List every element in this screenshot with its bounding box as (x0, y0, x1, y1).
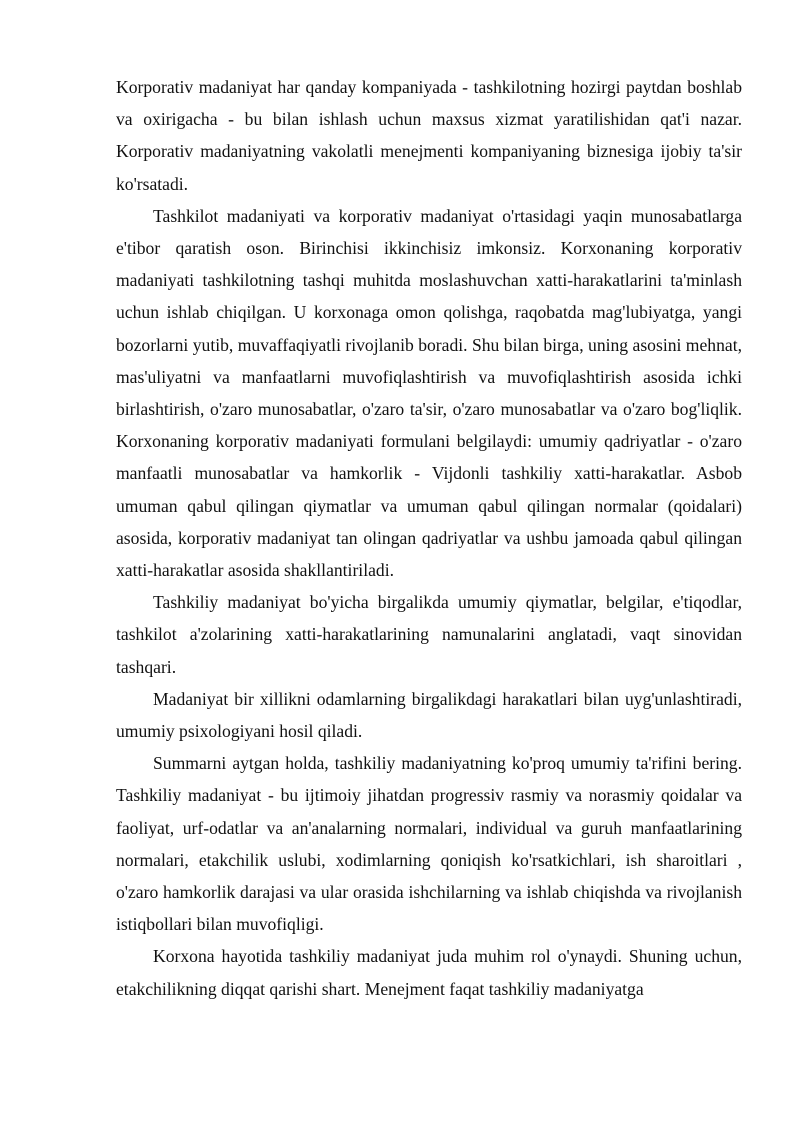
document-page (116, 71, 742, 1005)
paragraph: Tashkilot madaniyati va korporativ madaniyat o'rtasidagi yaqin munosabatlarga e'tibor qaratish oson. Birinchisi ikkinchisiz imkonsiz. Korxonaning korporativ madaniyati tashkilotning tashqi muhitda moslashuvchan xatti-harakatlarini ta'minlash uchun ishlab chiqilgan. U korxonaga omon qolishga, raqobatda mag'lubiyatga, yangi bozorlarni yutib, muvaffaqiyatli rivojlanib boradi. Shu bilan birga, uning asosini mehnat, mas'uliyatni va manfaatlarni muvofiqlashtirish va muvofiqlashtirish asosida ichki birlashtirish, o'zaro munosabatlar, o'zaro ta'sir, o'zaro munosabatlar va o'zaro bog'liqlik. Korxonaning korporativ madaniyati formulani belgilaydi: umumiy qadriyatlar - o'zaro manfaatli munosabatlar va hamkorlik - Vijdonli tashkiliy xatti-harakatlar. Asbob umuman qabul qilingan qiymatlar va umuman qabul qilingan normalar (qoidalari) asosida, korporativ madaniyat tan olingan qadriyatlar va ushbu jamoada qabul qilingan xatti-harakatlar asosida shakllantiriladi. (116, 205, 742, 581)
paragraph: Summarni aytgan holda, tashkiliy madaniyatning ko'proq umumiy ta'rifini bering. Tashkiliy madaniyat - bu ijtimoiy jihatdan progressiv rasmiy va norasmiy qoidalar va faoliyat, urf-odatlar va an'analarning normalari, individual va guruh manfaatlarining normalari, etakchilik uslubi, xodimlarning qoniqish ko'rsatkichlari, ish sharoitlari , o'zaro hamkorlik darajasi va ular orasida ishchilarning va ishlab chiqishda va rivojlanish istiqbollari bilan muvofiqligi. (116, 753, 742, 935)
paragraph: Korxona hayotida tashkiliy madaniyat juda muhim rol o'ynaydi. Shuning uchun, etakchilikning diqqat qarishi shart. Menejment faqat tashkiliy madaniyatga (116, 946, 742, 999)
paragraph: Korporativ madaniyat har qanday kompaniyada - tashkilotning hozirgi paytdan boshlab va oxirigacha - bu bilan ishlash uchun maxsus xizmat yaratilishidan qat'i nazar. Korporativ madaniyatning vakolatli menejmenti kompaniyaning biznesiga ijobiy ta'sir ko'rsatadi. (116, 77, 742, 194)
paragraph: Madaniyat bir xillikni odamlarning birgalikdagi harakatlari bilan uyg'unlashtiradi, umumiy psixologiyani hosil qiladi. (116, 688, 742, 742)
paragraph: Tashkiliy madaniyat bo'yicha birgalikda umumiy qiymatlar, belgilar, e'tiqodlar, tashkilot a'zolarining xatti-harakatlarining namunalarini anglatadi, vaqt sinovidan tashqari. (116, 592, 742, 677)
